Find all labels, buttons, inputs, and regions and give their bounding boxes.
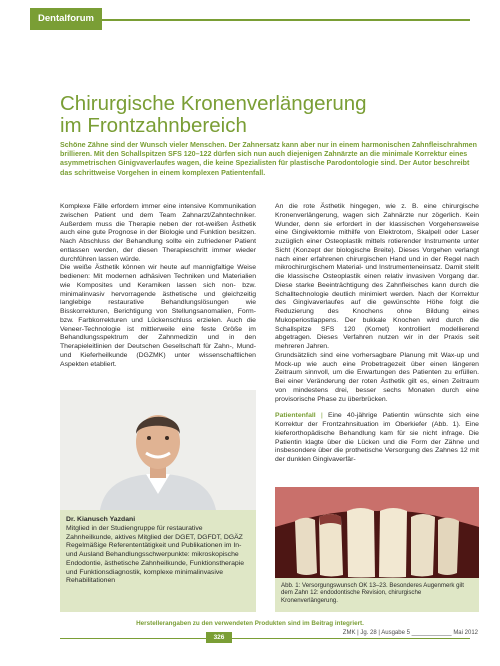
- right-column: [275, 203, 479, 465]
- figure-caption: Abb. 1: Versorgungswunsch OK 13–23. Besonderes Augenmerk gilt dem Zahn 12: endodontische Revision, chirurgische Kronenverlängerung.: [275, 578, 479, 612]
- paragraph: An die rote Ästhetik hingegen, wie z. B. eine chirurgische Kronenverlängerung, wagen sich Zahnärzte nur zögerlich. Kein Wunder, denn sie erfordert in der klassischen Vorgehensweise eine Gingivektomie mithilfe von Elektrotom, Skalpell oder Laser zuzüglich einer Osteoplastik mittels rotierender Instrumente unter Sicht (Konzept der biologische Breite). Dieses Vorgehen verlangt nach einer erfahrenen chirurgischen Hand und in der Regel nach mikrochirurgischem Material- und Instrumenteneinsatz. Damit stellt die klassische Osteoplastik einen relativ invasiven Vorgang dar. Diese starke Beeinträchtigung des Zahnfleisches kann durch die Schalltechnologie deutlich minimiert werden. Nach der Korrektur des Gingivaverlaufes auf die gewünschte Höhe folgt die Reduzierung des Knochens ohne Bildung eines Mukoperiostlappens. Der bukkale Knochen wird durch die Schallspitze SFS 120 (Komet) kontrolliert modellierend abgetragen. Dieses Verfahren nutzen wir in der Praxis seit mehreren Jahren.: [275, 203, 479, 350]
- author-info-box: [60, 510, 256, 612]
- section-label: Dentalforum: [30, 8, 102, 30]
- teeth-photo: [275, 487, 479, 578]
- case-text: Eine 40-jährige Patientin wünschte sich eine Korrektur der Frontzahnsituation im Oberkiefer (Abb. 1). Eine kieferorthopädische Behandlung kam für sie nicht infrage. Die Patientin klagte über die Lücken und die Form der Zähne und insbesondere über die prothetische Versorgung des Zahnes 12 mit der dunklen Gingivaverfär-: [275, 412, 479, 463]
- paragraph: Grundsätzlich sind eine vorhersagbare Planung mit Wax-up und Mock-up wie auch eine Probetragezeit über einen längeren Zeitraum sinnvoll, um die Erwartungen des Patienten zu erfüllen. Bei einer Veränderung der roten Ästhetik gilt es, einen Zeitraum von mindestens drei, besser sechs Monaten durch eine provisorische Phase zu überbrücken.: [275, 351, 479, 403]
- article-lead: Schöne Zähne sind der Wunsch vieler Menschen. Der Zahnersatz kann aber nur in einem harmonischen Zahnfleischrahmen brillieren. Mit den Schallspitzen SFS 120–122 dürfen sich nun auch diejenigen Zahnärzte an die minimale Korrektur eines asymmetrischen Ginigvaverlaufes wagen, die keine Spezialisten für plastische Parodontologie sind. Der Autor beschreibt das schrittweise Vorgehen in einem komplexen Patientenfall.: [60, 141, 477, 177]
- portrait-illustration: [60, 390, 256, 510]
- paragraph: Komplexe Fälle erfordern immer eine intensive Kommunikation zwischen Patient und dem Team Zahnarzt/Zahntechniker. Außerdem muss die Therapie neben der rot-weißen Ästhetik auch eine gute Prognose in der Biologie und Funktion besitzen. Nach Abschluss der Behandlung sollte ein zufriedener Patient entlassen werden, der diesen Therapieschritt immer wieder durchführen lassen würde.: [60, 203, 256, 263]
- author-photo: [60, 390, 256, 510]
- author-bio: Mitglied in der Studiengruppe für restaurative Zahnheilkunde, aktives Mitglied der DGET, DGFDT, DGÄZ Regelmäßige Referententätigkeit und Publikationen im In- und Ausland Behandlungsschwerpunkte: mikroskopische Endodontie, ästhetische Zahnheilkunde, Funktionstherapie und Funktionsdiagnostik, komplexe minimalinvasive Rehabilitationen: [66, 524, 245, 585]
- author-name: Dr. Kianusch Yazdani: [66, 516, 136, 523]
- case-heading: Patientenfall: [275, 412, 316, 420]
- paragraph: Die weiße Ästhetik können wir heute auf mannigfaltige Weise bedienen: Mit modernen adhäsiven Techniken und Materialien wie Komposites und Keramiken lassen sich non- bzw. minimalinvasiv hervorragende ästhetische und gleichzeitig langlebige restaurative Behandlungslösungen wie Bisskorrekturen, Berichtigung von Stellungsanomalien, Form- bzw. Farbkorrekturen und Lückenschluss erzielen. Auch die Veneer-Technologie ist mittlerweile eine feste Größe im Behandlungsspektrum der Zahnmedizin und in den Therapieleitlinien der Deutschen Gesellschaft für Zahn-, Mund- und Kieferheilkunde (DGZMK) unter wissenschaftlichen Aspekten etabliert.: [60, 264, 256, 368]
- journal-reference: ZMK | Jg. 28 | Ausgabe 5 ____________ Mai 2012: [328, 630, 478, 636]
- title-line-2: im Frontzahnbereich: [60, 114, 247, 137]
- left-column: [60, 203, 256, 369]
- page-number: 326: [206, 632, 232, 643]
- footer-note: Herstellerangaben zu den verwendeten Produkten sind im Beitrag integriert.: [136, 620, 364, 627]
- case-separator: |: [315, 412, 328, 420]
- article-title: [60, 93, 480, 137]
- title-line-1: Chirurgische Kronenverlängerung: [60, 92, 367, 115]
- teeth-illustration: [275, 487, 479, 578]
- footer-rule: [60, 638, 470, 639]
- case-paragraph: [275, 412, 479, 465]
- header-rule: [102, 19, 470, 21]
